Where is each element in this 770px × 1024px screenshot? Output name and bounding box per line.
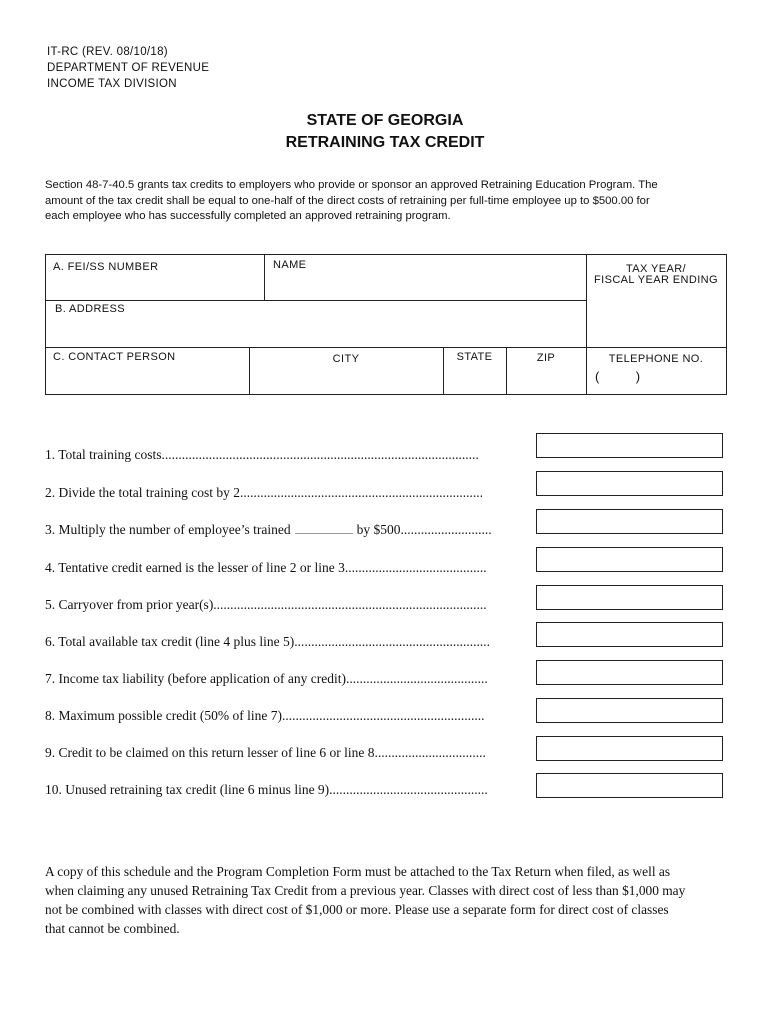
- line-8-label: 8. Maximum possible credit (50% of line 7)............................................................: [45, 708, 485, 723]
- line-7-input[interactable]: [536, 660, 723, 685]
- address-label: B. ADDRESS: [55, 303, 126, 315]
- line-3-text-after: by $500...........................: [356, 522, 492, 537]
- line-6-input[interactable]: [536, 622, 723, 647]
- line-2-label: 2. Divide the total training cost by 2........................................................................: [45, 485, 483, 500]
- state-label: STATE: [456, 351, 493, 363]
- title-line-1: STATE OF GEORGIA: [306, 112, 464, 129]
- intro-line: amount of the tax credit shall be equal to one-half of the direct costs of retraining per full-time employee up to $500.00 for: [45, 194, 650, 207]
- zip-field[interactable]: [506, 347, 586, 394]
- state-field[interactable]: [443, 347, 506, 394]
- address-field[interactable]: [46, 300, 586, 347]
- zip-label: ZIP: [536, 352, 556, 364]
- form-title: [0, 110, 770, 154]
- line-4-input[interactable]: [536, 547, 723, 572]
- intro-paragraph: [45, 178, 725, 225]
- line-9-label: 9. Credit to be claimed on this return lesser of line 6 or line 8.................................: [45, 745, 486, 760]
- intro-line: Section 48-7-40.5 grants tax credits to employers who provide or sponsor an approved Retraining Education Program. The: [45, 179, 658, 191]
- area-code-parens: [586, 369, 726, 384]
- name-field[interactable]: [264, 255, 586, 300]
- line-8-input[interactable]: [536, 698, 723, 723]
- intro-line: each employee who has successfully completed an approved retraining program.: [45, 210, 451, 222]
- line-6-label: 6. Total available tax credit (line 4 plus line 5)..........................................................: [45, 634, 490, 649]
- fei-ss-number-field[interactable]: [46, 255, 264, 300]
- line-4-label: 4. Tentative credit earned is the lesser of line 2 or line 3..........................................: [45, 560, 487, 575]
- line-1-label: 1. Total training costs..............................................................................................: [45, 447, 479, 462]
- line-9-input[interactable]: [536, 736, 723, 761]
- footer-line: when claiming any unused Retraining Tax Credit from a previous year. Classes with direct cost of less than $1,000 may: [45, 883, 686, 898]
- telephone-label: TELEPHONE NO.: [608, 353, 704, 365]
- paren-close: ): [635, 369, 641, 384]
- form-id: IT-RC (REV. 08/10/18): [47, 46, 168, 58]
- paren-open: (: [595, 369, 600, 384]
- department-name: DEPARTMENT OF REVENUE: [47, 62, 210, 74]
- title-line-2: RETRAINING TAX CREDIT: [285, 134, 485, 151]
- line-10-label: 10. Unused retraining tax credit (line 6 minus line 9)...............................................: [45, 782, 488, 797]
- tax-year-field[interactable]: [586, 255, 726, 347]
- contact-person-field[interactable]: [46, 347, 249, 394]
- footer-line: A copy of this schedule and the Program Completion Form must be attached to the Tax Return when filed, as well as: [45, 864, 671, 879]
- employees-trained-blank[interactable]: [295, 522, 353, 534]
- city-field[interactable]: [249, 347, 443, 394]
- taxpayer-info-box: [45, 254, 727, 395]
- line-10-input[interactable]: [536, 773, 723, 798]
- line-2-input[interactable]: [536, 471, 723, 496]
- contact-person-label: C. CONTACT PERSON: [53, 351, 176, 363]
- line-3-label: [45, 522, 492, 538]
- footer-line: that cannot be combined.: [45, 921, 180, 936]
- name-label: NAME: [273, 259, 307, 271]
- telephone-field[interactable]: [586, 347, 726, 394]
- footer-instructions: [45, 862, 735, 938]
- tax-year-label: TAX YEAR/: [625, 263, 687, 275]
- line-5-input[interactable]: [536, 585, 723, 610]
- fei-ss-label: A. FEI/SS NUMBER: [53, 261, 159, 273]
- division-name: INCOME TAX DIVISION: [47, 78, 177, 90]
- line-1-input[interactable]: [536, 433, 723, 458]
- line-3-input[interactable]: [536, 509, 723, 534]
- fiscal-year-label: FISCAL YEAR ENDING: [594, 274, 718, 286]
- line-7-label: 7. Income tax liability (before application of any credit)..........................................: [45, 671, 488, 686]
- form-header: [47, 44, 209, 92]
- footer-line: not be combined with classes with direct cost of $1,000 or more. Please use a separate form for direct cost of classes: [45, 902, 669, 917]
- line-5-label: 5. Carryover from prior year(s).................................................................................: [45, 597, 487, 612]
- line-3-text-before: 3. Multiply the number of employee’s trained: [45, 522, 291, 537]
- city-label: CITY: [332, 353, 360, 365]
